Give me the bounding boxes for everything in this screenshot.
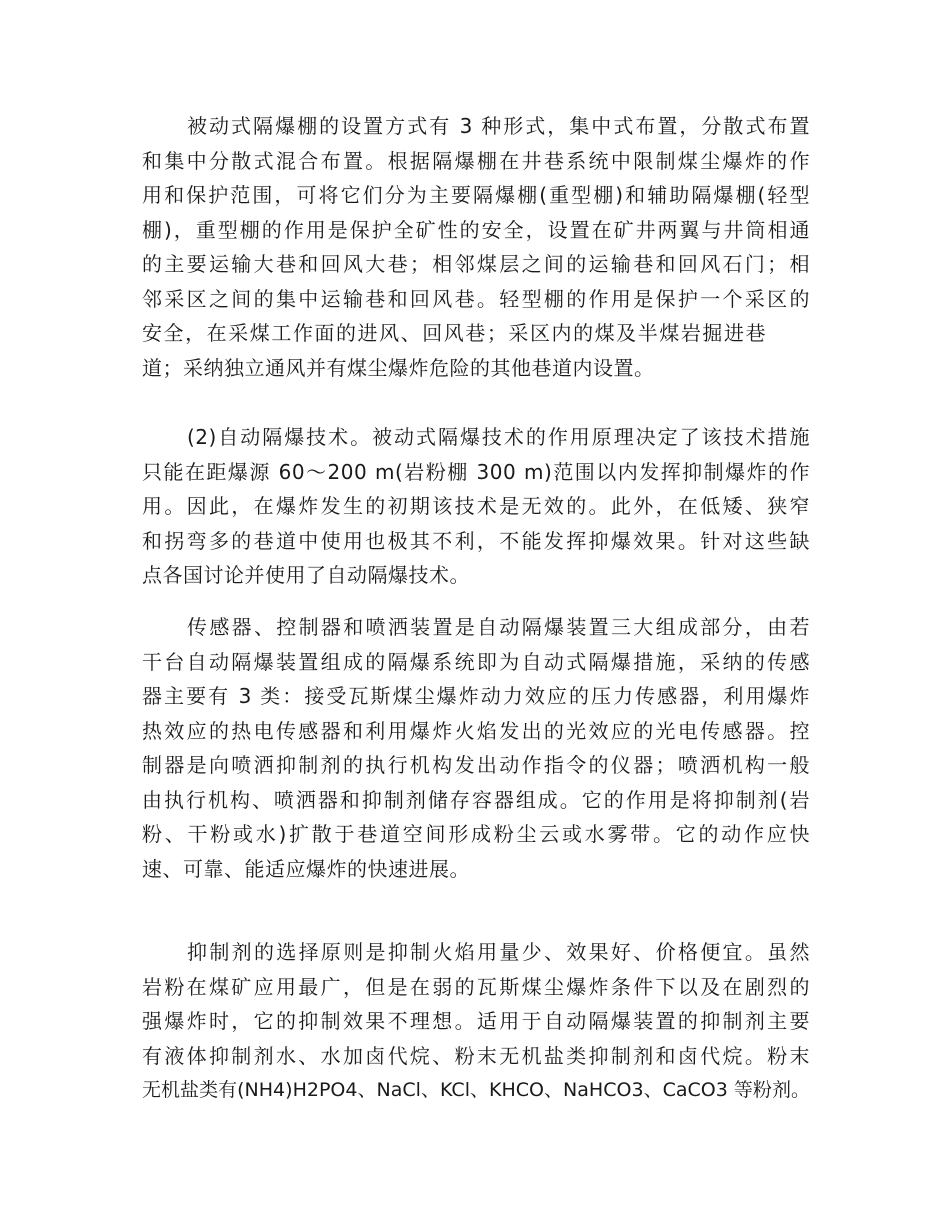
text-line: 由执行机构、喷洒器和抑制剂储存容器组成。它的作用是将抑制剂(岩 — [142, 787, 810, 812]
text-line: 只能在距爆源 60～200 m(岩粉棚 300 m)范围以内发挥抑制爆炸的作 — [142, 459, 810, 484]
text-line: 被动式隔爆棚的设置方式有 3 种形式，集中式布置，分散式布置 — [187, 114, 810, 138]
text-line: 制器是向喷洒抑制剂的执行机构发出动作指令的仪器；喷洒机构一般 — [142, 753, 810, 777]
text-line: 粉、干粉或水)扩散于巷道空间形成粉尘云或水雾带。它的动作应快 — [142, 822, 810, 846]
text-line: 邻采区之间的集中运输巷和回风巷。轻型棚的作用是保护一个采区的 — [142, 286, 810, 311]
text-line: 抑制剂的选择原则是抑制火焰用量少、效果好、价格便宜。虽然 — [187, 940, 810, 964]
paragraph-automatic-barrier — [142, 420, 810, 593]
text-line: 安全，在采煤工作面的进风、回风巷；采区内的煤及半煤岩掘进巷 — [142, 321, 766, 345]
text-line: 道；采纳独立通风并有煤尘爆炸危险的其他巷道内设置。 — [142, 355, 655, 380]
text-line: 用和保护范围，可将它们分为主要隔爆棚(重型棚)和辅助隔爆棚(轻型 — [142, 183, 810, 207]
paragraph-suppressants — [142, 935, 810, 1108]
paragraph-sensors-controllers — [142, 610, 810, 886]
text-line: 的主要运输大巷和回风大巷；相邻煤层之间的运输巷和回风石门；相 — [142, 252, 810, 276]
text-line: 热效应的热电传感器和利用爆炸火焰发出的光效应的光电传感器。控 — [142, 718, 810, 743]
text-line: 用。因此，在爆炸发生的初期该技术是无效的。此外，在低矮、狭窄 — [142, 494, 810, 518]
text-line: 和集中分散式混合布置。根据隔爆棚在井巷系统中限制煤尘爆炸的作 — [142, 148, 810, 173]
text-line: 点各国讨论并使用了自动隔爆技术。 — [142, 563, 470, 587]
paragraph-passive-barrier — [142, 109, 810, 385]
text-line: 传感器、控制器和喷洒装置是自动隔爆装置三大组成部分，由若 — [187, 615, 810, 639]
text-line: 有液体抑制剂水、水加卤代烷、粉末无机盐类抑制剂和卤代烷。粉末 — [142, 1043, 810, 1068]
text-line: (2)自动隔爆技术。被动式隔爆技术的作用原理决定了该技术措施 — [187, 425, 810, 449]
text-line: 棚)，重型棚的作用是保护全矿性的安全，设置在矿井两翼与井筒相通 — [142, 217, 810, 242]
text-line: 强爆炸时，它的抑制效果不理想。适用于自动隔爆装置的抑制剂主要 — [142, 1009, 810, 1033]
text-line: 无机盐类有(NH4)H2PO4、NaCl、KCl、KHCO、NaHCO3、CaCO3 等粉剂。 — [142, 1079, 810, 1101]
text-line: 器主要有 3 类：接受瓦斯煤尘爆炸动力效应的压力传感器，利用爆炸 — [142, 684, 810, 708]
text-line: 速、可靠、能适应爆炸的快速进展。 — [142, 856, 470, 881]
text-line: 岩粉在煤矿应用最广，但是在弱的瓦斯煤尘爆炸条件下以及在剧烈的 — [142, 974, 810, 999]
text-line: 和拐弯多的巷道中使用也极其不利，不能发挥抑爆效果。针对这些缺 — [142, 528, 810, 553]
text-line: 干台自动隔爆装置组成的隔爆系统即为自动式隔爆措施，采纳的传感 — [142, 649, 810, 674]
